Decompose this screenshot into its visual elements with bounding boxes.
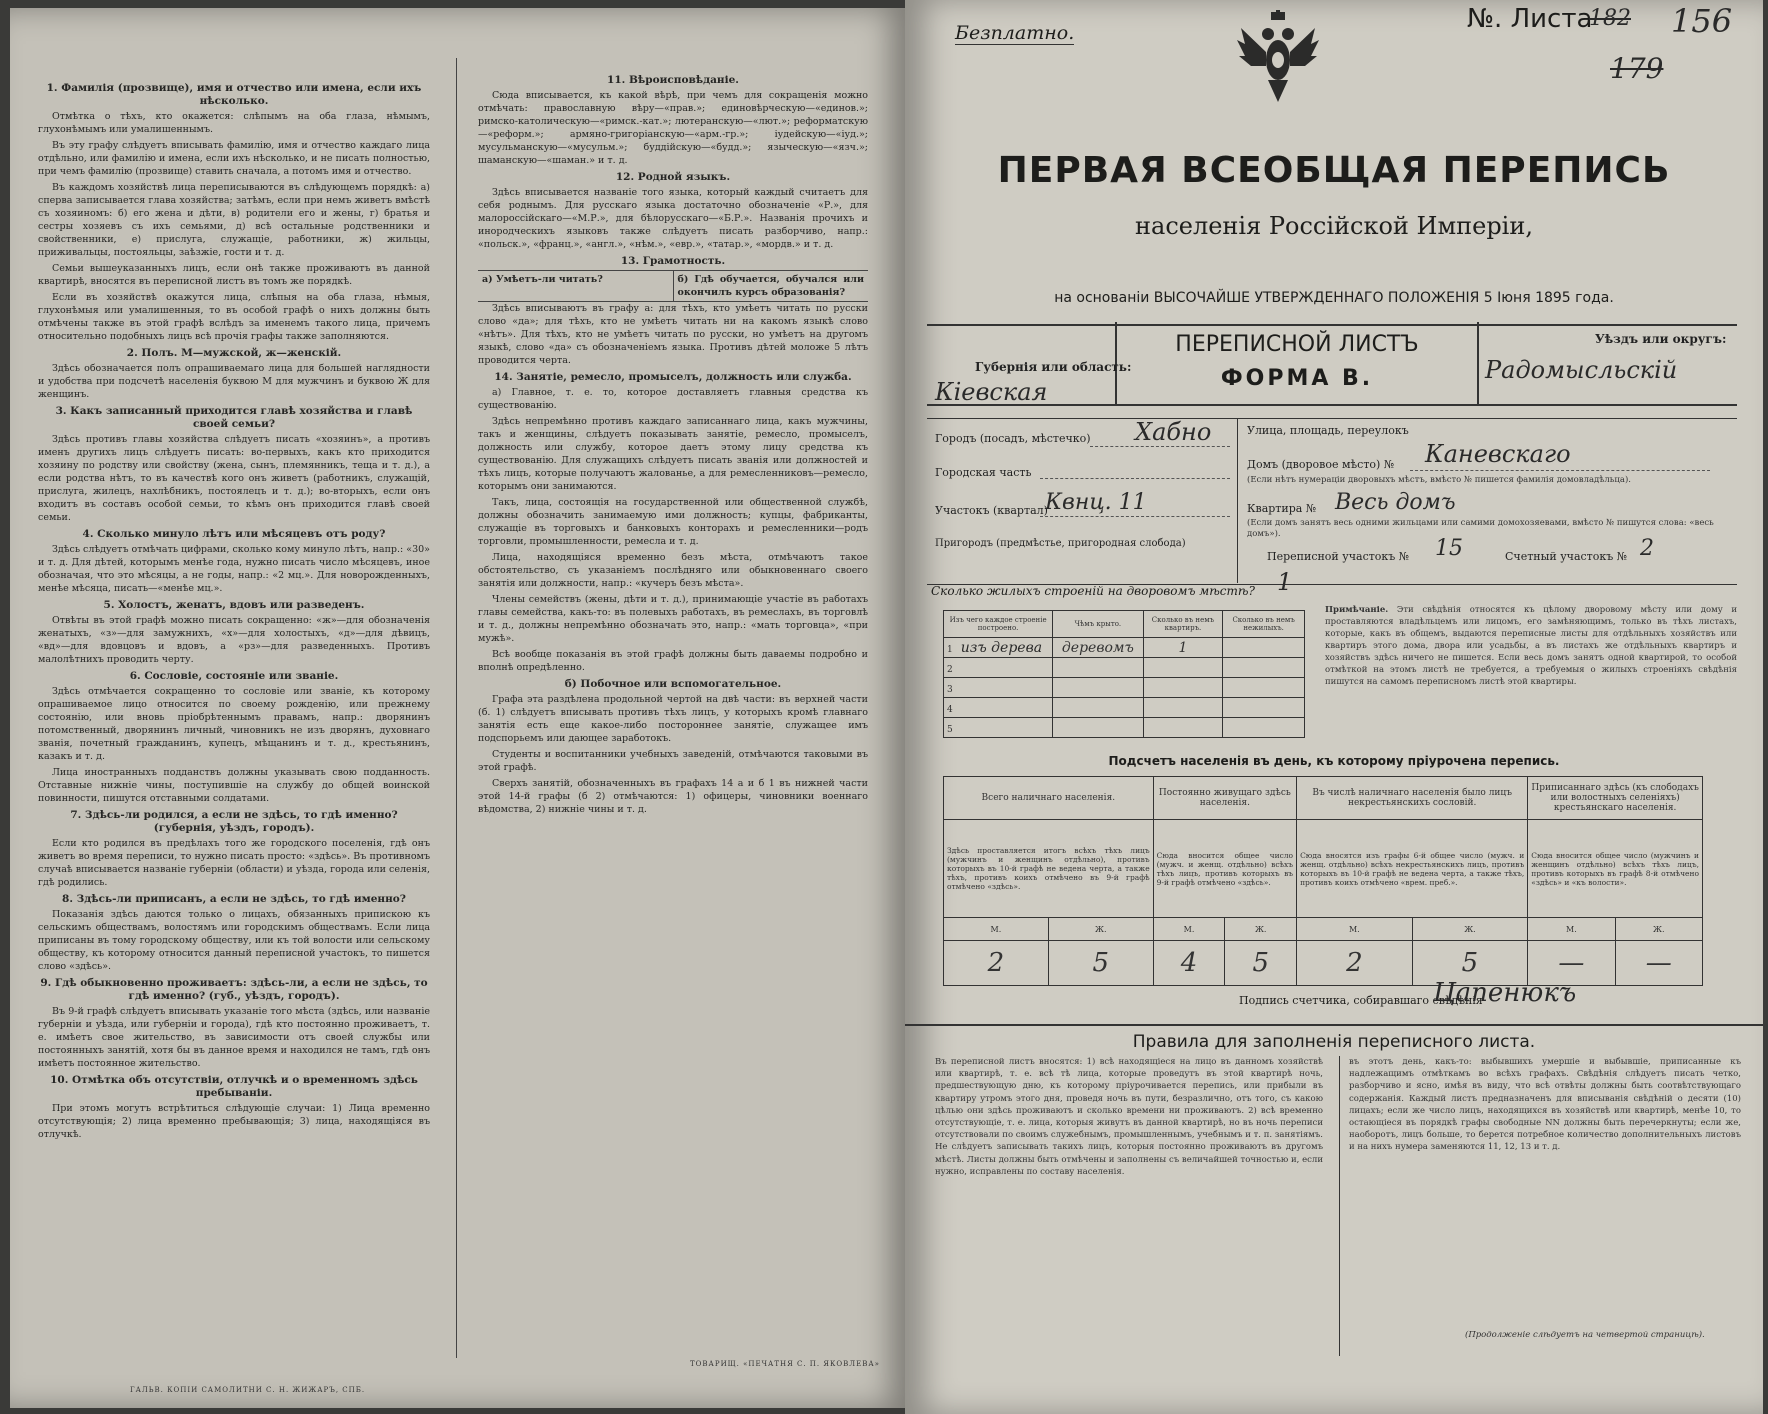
section-paragraph: Въ 9-й графѣ слѣдуетъ вписывать указаніе того мѣста (здѣсь, или названіе губерніи и уѣзда, или губерніи и города), гдѣ кто постоянно проживаетъ, т. е. имѣетъ свое жительство, въ зависимости отъ своей службы или постоянныхъ занятій, хотя бы въ данное время и находился не тамъ, гдѣ онъ имѣетъ постоянное жительство. — [38, 1006, 430, 1069]
population-column-description: Сюда вносится общее число (мужч. и женщ. отдѣльно) всѣхъ тѣхъ лицъ, противъ которыхъ въ 9-й графѣ отмѣчено «здѣсь». — [1153, 820, 1296, 918]
male-label: М. — [1297, 918, 1413, 940]
city-value: Хабно — [1135, 418, 1212, 446]
section-heading: 3. Какъ записанный приходится главѣ хозяйства и главѣ своей семьи? — [55, 405, 413, 430]
population-column-title: Приписаннаго здѣсь (къ слободахъ или волостныхъ селеніяхъ) крестьянскаго населенія. — [1528, 777, 1703, 820]
table-row — [944, 638, 1305, 658]
section-heading: 6. Сословіе, состояніе или званіе. — [129, 670, 339, 682]
building-material: изъ дерева — [960, 639, 1043, 656]
building-nonresidential — [1223, 658, 1305, 678]
section-paragraph: Здѣсь противъ главы хозяйства слѣдуетъ писать «хозяинъ», а противъ именъ другихъ лицъ слѣдуетъ писать: во-первыхъ, какъ кто приходится хозяину по родству или свойству (жена, сынъ, племянникъ, теща и т. д.), а если родства нѣтъ, то въ качествѣ кого онъ живетъ (работникъ, служащій, прислуга, жилецъ, нахлѣбникъ, постоялецъ и т. д.); во-вторыхъ, если онъ входитъ въ составъ особой семьи, то кѣмъ онъ приходится главѣ своей семьи. — [38, 434, 430, 523]
male-count: — — [1528, 940, 1615, 985]
literacy-subcolumn: б) Гдѣ обучается, обучался или окончилъ курсъ образованія? — [677, 274, 864, 298]
building-apartments — [1143, 678, 1223, 698]
city-label: Городъ (посадъ, мѣстечко) — [935, 432, 1091, 445]
free-label: Безплатно. — [955, 22, 1075, 44]
female-count: 5 — [1048, 940, 1153, 985]
population-column-description: Сюда вносятся изъ графы 6-й общее число (мужч. и женщ. отдѣльно) всѣхъ некрестьянскихъ лицъ, противъ которыхъ въ 10-й графѣ не ведена черта, а также тѣхъ, противъ коихъ отмѣчено «врем. преб.». — [1297, 820, 1528, 918]
province-label: Губернія или область: — [975, 360, 1132, 374]
city-part-label: Городская часть — [935, 466, 1032, 479]
section-paragraph: Здѣсь вписываютъ въ графу а: для тѣхъ, кто умѣетъ читать по русски слово «да»; для тѣхъ, кто не умѣетъ читать ни на какомъ языкѣ слово «нѣтъ». Для тѣхъ, кто не умѣетъ читать по русски, но умѣетъ на другомъ языкѣ, слово «да» съ обозначеніемъ языка. Противъ дѣтей моложе 5 лѣтъ проводится черта. — [478, 303, 868, 366]
apt-note: (Если домъ занятъ весь одними жильцами или самими домохозяевами, вмѣсто № пишутся слова: «весь домъ»). — [1247, 518, 1714, 539]
building-number: 3 — [947, 684, 953, 695]
building-roof — [1053, 678, 1143, 698]
district-value: Радомысльскій — [1485, 356, 1678, 384]
rules-title: Правила для заполненія переписного листа. — [905, 1024, 1763, 1052]
instructions-column-b — [478, 70, 868, 1350]
section-paragraph: Здѣсь вписывается названіе того языка, который каждый считаетъ для себя роднымъ. Для русскаго языка достаточно обозначеніе «Р.», для малороссійскаго—«М.Р.», для бѣлорусскаго—«Б.Р.». Названія прочихъ и инородческихъ языковъ также слѣдуетъ писать разборчиво, напр.: «польск.», «франц.», «англ.», «нѣм.», «евр.», «татар.», «мордв.» и т. д. — [478, 187, 868, 250]
section-paragraph: Въ каждомъ хозяйствѣ лица переписываются въ слѣдующемъ порядкѣ: а) сперва записывается глава хозяйства; затѣмъ, если при немъ живетъ вмѣстѣ съ хозяиномъ: б) его жена и дѣти, в) родители его и жены, г) братья и сестры хозяевъ съ ихъ семьями, д) всѣ остальные родственники и свойственники, е) прислуга, служащіе, работники, ж) жильцы, приживальцы, постояльцы, заѣзжіе, гости и т. д. — [38, 182, 430, 258]
buildings-header-row — [944, 611, 1305, 638]
apt-label: Квартира № — [1247, 502, 1317, 515]
census-form-page — [905, 0, 1763, 1414]
female-count: — — [1615, 940, 1702, 985]
building-apartments — [1143, 658, 1223, 678]
building-roof — [1053, 698, 1143, 718]
building-material-cell — [944, 678, 1053, 698]
house-label: Домъ (дворовое мѣсто) № — [1247, 458, 1395, 471]
section-heading: 7. Здѣсь-ли родился, а если не здѣсь, то гдѣ именно? (губернія, уѣздъ, городъ). — [70, 809, 398, 834]
count-section-label: Счетный участокъ № — [1505, 550, 1628, 563]
male-count: 2 — [944, 940, 1049, 985]
sheet-label: №. Листа — [1467, 4, 1593, 34]
section-heading: 14. Занятіе, ремесло, промыселъ, должность или служба. — [494, 371, 852, 383]
section-paragraph: Здѣсь отмѣчается сокращенно то сословіе или званіе, къ которому опрашиваемое лицо относится по своему рожденію, или прежнему состоянію, или вновь пріобрѣтеннымъ правамъ, напр.: дворянинъ потомственный, дворянинъ личный, чиновникъ не изъ дворянъ, духовнаго званія, почетный гражданинъ, купецъ, мѣщанинъ и т. д., крестьянинъ, казакъ и т. д. — [38, 686, 430, 762]
section-paragraph: Отвѣты въ этой графѣ можно писать сокращенно: «ж»—для обозначенія женатыхъ, «з»—для замужнихъ, «х»—для холостыхъ, «д»—для дѣвицъ, «вд»—для вдовцовъ и вдовъ, а «рз»—для разведенныхъ. Противъ малолѣтнихъ проводить черту. — [38, 615, 430, 665]
form-name: ФОРМА В. — [1220, 366, 1374, 391]
sheet-number-top: 156 — [1671, 2, 1733, 40]
note-label: Примѣчаніе. — [1325, 605, 1389, 615]
building-roof: деревомъ — [1053, 638, 1143, 658]
section-label: Участокъ (квартал) — [935, 504, 1048, 517]
section-heading: 2. Полъ. М—мужской, ж—женскій. — [126, 347, 342, 359]
population-column-description: Здѣсь проставляется итогъ всѣхъ тѣхъ лицъ (мужчинъ и женщинъ отдѣльно), противъ которыхъ въ 10-й графѣ не ведена черта, а также тѣхъ, противъ коихъ отмѣчено въ 9-й графѣ отмѣчено «здѣсь». — [944, 820, 1154, 918]
section-paragraph: Показанія здѣсь даются только о лицахъ, обязанныхъ припискою къ сельскимъ обществамъ, волостямъ или городскимъ обществамъ. Если лица приписаны въ тому городскому обществу, или къ той волости или сельскому обществу, къ которому относится данный переписной участокъ, то пишется слово «здѣсь». — [38, 909, 430, 972]
population-table — [943, 776, 1703, 986]
literacy-subcolumns — [478, 270, 868, 302]
building-material-cell — [944, 638, 1053, 658]
buildings-question: Сколько жилыхъ строеній на дворовомъ мѣстѣ? — [931, 584, 1255, 598]
census-basis: на основаніи ВЫСОЧАЙШЕ УТВЕРЖДЕННАГО ПОЛОЖЕНІЯ 5 Іюня 1895 года. — [1054, 290, 1614, 306]
female-label: Ж. — [1412, 918, 1528, 940]
female-label: Ж. — [1615, 918, 1702, 940]
building-roof — [1053, 718, 1143, 738]
buildings-header-cell: Изъ чего каждое строеніе построено. — [944, 611, 1053, 638]
population-desc-row — [944, 820, 1703, 918]
rules-divider — [1339, 1056, 1340, 1356]
column-divider — [456, 58, 457, 1358]
male-count: 4 — [1153, 940, 1225, 985]
section-paragraph: Сюда вписывается, къ какой вѣрѣ, при чемъ для сокращенія можно отмѣчать: православную вѣру—«прав.»; единовѣрческую—«единов.»; римско-католическую—«римск.-кат.»; лютеранскую—«лют.»; реформатскую—«реформ.»; армяно-григоріанскую—«арм.-гр.»; іудейскую—«іуд.»; мусульманскую—«мусульм.»; буддійскую—«будд.»; языческую—«язч.»; шаманскую—«шаман.» и т. д. — [478, 90, 868, 166]
section-heading: 9. Гдѣ обыкновенно проживаетъ: здѣсь-ли, а если не здѣсь, то гдѣ именно? (губ., уѣздъ, городъ). — [40, 977, 428, 1002]
city-part-line — [1040, 478, 1230, 479]
buildings-header-cell: Чѣмъ крыто. — [1053, 611, 1143, 638]
section-paragraph: Графа эта раздѣлена продольной чертой на двѣ части: въ верхней части (б. 1) слѣдуетъ вписывать противъ тѣхъ лицъ, у которыхъ кромѣ главнаго занятія есть еще какое-либо постороннее занятіе, служащее имъ подспорьемъ или дающее заработокъ. — [478, 694, 868, 744]
buildings-note — [1325, 604, 1737, 688]
section-paragraph: При этомъ могутъ встрѣтиться слѣдующіе случаи: 1) Лица временно отсутствующія; 2) лица временно пребывающія; 3) лица, находящіяся въ отлучкѣ. — [38, 1103, 430, 1140]
section-heading: 5. Холостъ, женатъ, вдовъ или разведенъ. — [103, 599, 365, 611]
instructions-column-a — [38, 78, 430, 1348]
building-nonresidential — [1223, 698, 1305, 718]
rules-left: Въ переписной листъ вносятся: 1) всѣ находящіеся на лицо въ данномъ хозяйствѣ или квартирѣ, т. е. всѣ тѣ лица, которые проведутъ въ этой квартирѣ ночь, предшествующую дню, къ которому пріурочивается перепись, или прибыли въ квартиру утромъ этого дня, проведя ночь въ пути, безразлично, отъ того, съ какою цѣлью они здѣсь проживаютъ и сколько времени ни проживаютъ. 2) всѣ временно отсутствующіе, т. е. лица, которыя живутъ въ данной квартирѣ, но въ ночь переписи отсутствовали по своимъ служебнымъ, промышленнымъ, учебнымъ и т. п. занятіямъ. Не слѣдуетъ записывать такихъ лицъ, которыя постоянно проживаютъ въ другомъ мѣстѣ. Листы должны быть отмѣчены и заполнены съ величайшей точностью и, если нужно, исправлены по составу населенія. — [935, 1057, 1323, 1177]
apt-value: Весь домъ — [1335, 490, 1456, 515]
street-value: Каневскаго — [1425, 440, 1571, 468]
suburb-label: Пригородъ (предмѣстье, пригородная слобода) — [935, 538, 1186, 549]
building-nonresidential — [1223, 678, 1305, 698]
building-apartments: 1 — [1143, 638, 1223, 658]
building-apartments — [1143, 698, 1223, 718]
section-paragraph: Здѣсь слѣдуетъ отмѣчать цифрами, сколько кому минуло лѣтъ, напр.: «30» и т. д. Для дѣтей, которымъ менѣе года, нужно писать число мѣсяцевъ, иное обозначая, что это мѣсяцы, а не годы, напр.: «2 мц.». Для новорожденныхъ, менѣе мѣсяца, писать—«менѣе мц.». — [38, 544, 430, 594]
male-label: М. — [1528, 918, 1615, 940]
population-values-row — [944, 940, 1703, 985]
building-material-cell — [944, 718, 1053, 738]
population-title: Подсчетъ населенія въ день, къ которому пріурочена перепись. — [1108, 754, 1560, 768]
building-material-cell — [944, 658, 1053, 678]
table-row — [944, 658, 1305, 678]
province-value: Кіевская — [935, 378, 1048, 406]
form-title: ПЕРЕПИСНОЙ ЛИСТЪ — [1175, 332, 1419, 357]
rules-right: въ этотъ день, какъ-то: выбывшихъ умершіе и выбывшіе, приписанные къ надлежащимъ отмѣткамъ во всѣхъ графахъ. Свѣдѣнія слѣдуетъ писать четко, разборчиво и ясно, имѣя въ виду, что всѣ отвѣты должны быть соотвѣтствующаго содержанія. Каждый листъ предназначенъ для вписыванія свѣдѣній о десяти (10) лицахъ; если же число лицъ, находящихся въ хозяйствѣ или квартирѣ, менѣе 10, то остающіеся въ порядкѣ графы свободные NN должны быть перечеркнуты; если же, наоборотъ, лицъ больше, то берется потребное количество дополнительныхъ листовъ и на нихъ нумера заменяются 11, 12, 13 и т. д. — [1349, 1057, 1741, 1153]
signature-label: Подпись счетчика, собиравшаго свѣдѣнія — [1239, 994, 1483, 1007]
imperial-eagle-emblem — [1235, 10, 1321, 108]
section-paragraph: Члены семействъ (жены, дѣти и т. д.), принимающіе участіе въ работахъ главы семейства, какъ-то: въ полевыхъ работахъ, въ ремеслахъ, въ торговлѣ и т. д., должны непремѣнно обозначать это, напр.: «мать торговца», «при мужѣ». — [478, 594, 868, 644]
section-heading: 4. Сколько минуло лѣтъ или мѣсяцевъ отъ роду? — [82, 528, 386, 540]
population-column-description: Сюда вносится общее число (мужчинъ и женщинъ отдѣльно) всѣхъ тѣхъ лицъ, противъ которыхъ въ графѣ 8-й отмѣчено «здѣсь» и «къ волости». — [1528, 820, 1703, 918]
section-heading: 12. Родной языкъ. — [615, 171, 731, 183]
literacy-subcolumn: а) Умѣетъ-ли читать? — [478, 271, 674, 301]
building-material-cell — [944, 698, 1053, 718]
street-label: Улица, площадь, переулокъ — [1247, 424, 1409, 437]
table-row — [944, 698, 1305, 718]
left-page — [10, 8, 910, 1408]
section-paragraph: Здѣсь обозначается полъ опрашиваемаго лица для большей наглядности и удобства при подсчетѣ населенія буквою М для мужчинъ и буквою Ж для женщинъ. — [38, 363, 430, 400]
census-subtitle: населенія Россійской Имперіи, — [1135, 212, 1533, 240]
section-heading: 13. Грамотность. — [620, 255, 726, 267]
section-value: Квнц. 11 — [1045, 490, 1147, 515]
section-line — [1040, 516, 1230, 517]
male-label: М. — [944, 918, 1049, 940]
sheet-number-alt: 179 — [1610, 52, 1664, 85]
buildings-table — [943, 610, 1305, 738]
buildings-header-cell: Сколько въ немъ квартиръ. — [1143, 611, 1223, 638]
building-roof — [1053, 658, 1143, 678]
rules-continue: (Продолженіе слѣдуетъ на четвертой страницѣ). — [1465, 1330, 1705, 1340]
building-nonresidential — [1223, 638, 1305, 658]
city-line — [1090, 446, 1230, 447]
printer-note-left: ГАЛЬВ. КОПІИ САМОЛИТНИ С. Н. ЖИЖАРЪ, СПБ. — [130, 1386, 366, 1394]
section-heading: 10. Отмѣтка объ отсутствіи, отлучкѣ и о временномъ здѣсь пребываніи. — [50, 1074, 418, 1099]
house-line — [1410, 470, 1710, 471]
building-number: 1 — [947, 644, 953, 655]
population-sex-row — [944, 918, 1703, 940]
buildings-header-cell: Сколько въ немъ нежилыхъ. — [1223, 611, 1305, 638]
section-paragraph: Всѣ вообще показанія въ этой графѣ должны быть даваемы подробно и вполнѣ опредѣленно. — [478, 649, 868, 673]
count-section-value: 2 — [1640, 536, 1654, 561]
section-paragraph: Если кто родился въ предѣлахъ того же городского поселенія, гдѣ онъ живетъ во время переписи, то нужно писать просто: «здѣсь». Въ противномъ случаѣ вписывается названіе губерніи (области) и уѣзда, города или селенія, гдѣ родились. — [38, 838, 430, 888]
section-heading: 11. Вѣроисповѣданіе. — [607, 74, 739, 86]
table-row — [944, 718, 1305, 738]
building-apartments — [1143, 718, 1223, 738]
census-section-label: Переписной участокъ № — [1267, 550, 1410, 563]
section-heading: 8. Здѣсь-ли приписанъ, а если не здѣсь, то гдѣ именно? — [62, 893, 406, 905]
male-label: М. — [1153, 918, 1225, 940]
section-heading: б) Побочное или вспомогательное. — [564, 678, 782, 690]
population-title-row — [944, 777, 1703, 820]
building-nonresidential — [1223, 718, 1305, 738]
section-paragraph: а) Главное, т. е. то, которое доставляетъ главныя средства къ существованію. — [478, 387, 868, 411]
population-column-title: Всего наличнаго населенія. — [944, 777, 1154, 820]
section-paragraph: Лица, находящіяся временно безъ мѣста, отмѣчаютъ такое обстоятельство, съ указаніемъ послѣдняго или обыкновеннаго своего занятія или должности, напр.: «кучеръ безъ мѣста». — [478, 552, 868, 589]
table-row — [944, 678, 1305, 698]
male-count: 2 — [1297, 940, 1413, 985]
printer-note-right: ТОВАРИЩ. «ПЕЧАТНЯ С. П. ЯКОВЛЕВА» — [690, 1360, 880, 1368]
district-label: Уѣздъ или округъ: — [1595, 332, 1727, 346]
address-divider — [1237, 418, 1238, 583]
section-paragraph: Сверхъ занятій, обозначенныхъ въ графахъ 14 а и б 1 въ нижней части этой 14-й графы (б 2) отмѣчаются: 1) офицеры, чиновники военнаго вѣдомства, 2) нижніе чины и т. д. — [478, 778, 868, 815]
section-paragraph: Въ эту графу слѣдуетъ вписывать фамилію, имя и отчество каждаго лица отдѣльно, или фамилію и имена, если ихъ нѣсколько, и не писать полностью, при чемъ фамилію (прозвище) ставить сначала, а потомъ имя и отчество. — [38, 140, 430, 177]
section-paragraph: Лица иностранныхъ подданствъ должны указывать свою подданность. Отставные нижніе чины, поступившіе на службу до общей воинской повинности, пишутся отставными солдатами. — [38, 767, 430, 804]
note-text: Эти свѣдѣнія относятся къ цѣлому дворовому мѣсту или дому и проставляются владѣльцемъ или лицомъ, его замѣняющимъ, только въ тѣхъ листахъ, которые, какъ въ общемъ, выдаются переписные листы для отдѣльныхъ хозяйствъ или квартиръ этого дома, двора или усадьбы, а въ листахъ же отдѣльныхъ квартиръ и хозяйствъ здѣсь ничего не пишется. Если весь домъ занятъ одной квартирой, то особой отмѣткой на этомъ листѣ не требуется, а требуемыя о жилыхъ строеніяхъ свѣдѣнія пишутся на самомъ переписномъ листѣ этой квартиры. — [1325, 605, 1737, 687]
building-number: 2 — [947, 664, 953, 675]
census-section-value: 15 — [1435, 536, 1463, 561]
section-paragraph: Отмѣтка о тѣхъ, кто окажется: слѣпымъ на оба глаза, нѣмымъ, глухонѣмымъ или умалишеннымъ. — [38, 111, 430, 135]
sheet-number-struck: 182 — [1589, 6, 1631, 31]
section-paragraph: Если въ хозяйствѣ окажутся лица, слѣпыя на оба глаза, нѣмыя, глухонѣмыя или умалишенныя, то въ особой графѣ о нихъ должны быть отмѣчены также въ этой графѣ вслѣдъ за именемъ такого лица, причемъ относительно подобныхъ лицъ всѣ прочія графы также заполняются. — [38, 292, 430, 342]
section-heading: 1. Фамилія (прозвище), имя и отчество или имена, если ихъ нѣсколько. — [46, 82, 422, 107]
section-paragraph: Здѣсь непремѣнно противъ каждаго записаннаго лица, какъ мужчины, такъ и женщины, слѣдуетъ показывать занятіе, ремесло, промыселъ, должность или службу, которое даетъ этому лицу средства къ существованію. Для служащихъ слѣдуетъ писать званія или должностей и тѣхъ лицъ, которые получаютъ жалованье, а для ремесленниковъ—ремесло, которымъ они занимаются. — [478, 416, 868, 492]
house-note: (Если нѣтъ нумераціи дворовыхъ мѣстъ, вмѣсто № пишется фамилія домовладѣльца). — [1247, 475, 1631, 485]
female-label: Ж. — [1225, 918, 1297, 940]
section-paragraph: Семьи вышеуказанныхъ лицъ, если онѣ также проживаютъ въ данной квартирѣ, вносятся въ переписной листъ въ томъ же порядкѣ. — [38, 263, 430, 287]
building-number: 5 — [947, 724, 953, 735]
female-count: 5 — [1412, 940, 1528, 985]
population-column-title: Въ числѣ наличнаго населенія было лицъ некрестьянскихъ сословій. — [1297, 777, 1528, 820]
population-column-title: Постоянно живущаго здѣсь населенія. — [1153, 777, 1296, 820]
female-count: 5 — [1225, 940, 1297, 985]
building-number: 4 — [947, 704, 953, 715]
section-paragraph: Студенты и воспитанники учебныхъ заведеній, отмѣчаются таковыми въ этой графѣ. — [478, 749, 868, 773]
section-paragraph: Такъ, лица, состоящія на государственной или общественной службѣ, должны обозначить занимаемую ими должность; купцы, фабриканты, служащіе въ торговыхъ и банковыхъ конторахъ и ремесленники—родъ торговли, промышленности, ремесла и т. д. — [478, 497, 868, 547]
female-label: Ж. — [1048, 918, 1153, 940]
buildings-answer: 1 — [1277, 568, 1293, 596]
census-main-title: ПЕРВАЯ ВСЕОБЩАЯ ПЕРЕПИСЬ — [997, 150, 1671, 191]
signature-value: Цапенюкъ — [1433, 978, 1577, 1008]
